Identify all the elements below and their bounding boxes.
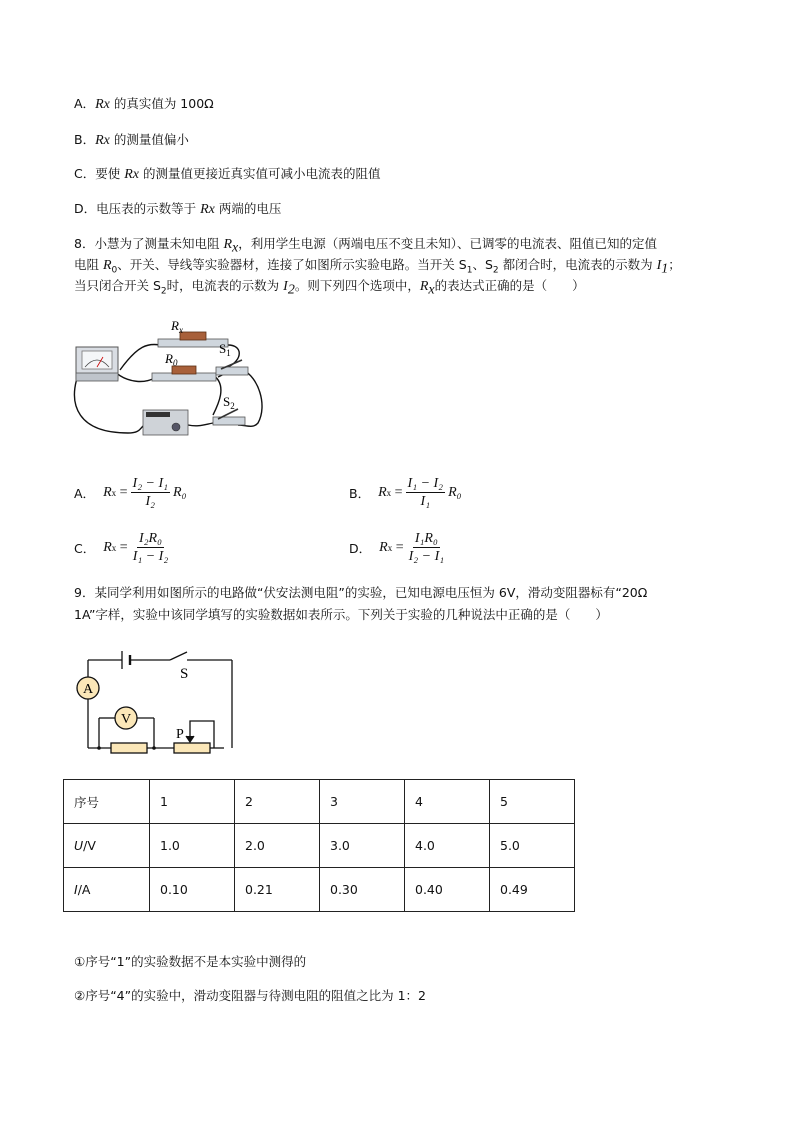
row-header: I/A xyxy=(64,868,150,912)
table-cell: 3 xyxy=(320,780,405,824)
q8-option-b: B． R x = $\frac{\text{I₁ − I₂}}{\text{I₁}}$ R₀ xyxy=(349,476,462,509)
r0-resistor xyxy=(152,366,216,381)
q7-option-a: A．Rx 的真实值为 100Ω xyxy=(74,96,214,112)
table-cell: 2.0 xyxy=(235,824,320,868)
r0-label: $R_0$ xyxy=(165,351,178,368)
table-cell: 0.10 xyxy=(150,868,235,912)
switch-label: S xyxy=(180,666,189,682)
power-supply xyxy=(143,410,188,435)
table-cell: 3.0 xyxy=(320,824,405,868)
table-cell: 0.49 xyxy=(490,868,575,912)
q8-stem-line1: 8．小慧为了测量未知电阻 $R_x$，利用学生电源（两端电压不变且未知）、已调零的电流表、阻值已知的定值 xyxy=(74,236,657,256)
resistor-rx xyxy=(111,743,147,753)
table-cell: 1 xyxy=(150,780,235,824)
q7-option-c: C．要使 Rx 的测量值更接近真实值可减小电流表的阻值 xyxy=(74,166,381,182)
fraction: $\frac{\text{I₁ − I₂}}{\text{I₁}}$ xyxy=(407,476,444,509)
rheostat xyxy=(174,743,210,753)
table-cell: 0.30 xyxy=(320,868,405,912)
s2-switch xyxy=(213,409,245,425)
ammeter-label: A xyxy=(83,682,94,697)
voltmeter-label: V xyxy=(121,712,132,727)
q9-circuit-diagram xyxy=(74,648,244,756)
s1-switch xyxy=(216,360,248,375)
q7-option-d: D．电压表的示数等于 Rx 两端的电压 xyxy=(74,201,282,217)
table-cell: 0.40 xyxy=(405,868,490,912)
row-header: 序号 xyxy=(64,780,150,824)
q9-stem-line2: 1A”字样，实验中该同学填写的实验数据如表所示。下列关于实验的几种说法中正确的是（ ） xyxy=(74,607,608,622)
table-row xyxy=(64,780,575,824)
q8-option-c: C． R x = $\frac{\text{I₂R₀}}{\text{I₁ − I₂}}$ xyxy=(74,531,169,564)
q8-stem-line3: 当只闭合开关 $S_2$时，电流表的示数为 $I_2$。则下列四个选项中，$R_x$的表达式正确的是（ ） xyxy=(74,278,585,298)
table-cell: 2 xyxy=(235,780,320,824)
s1-label: $S_1$ xyxy=(219,341,231,358)
table-cell: 4.0 xyxy=(405,824,490,868)
q9-statement-1: ①序号“1”的实验数据不是本实验中测得的 xyxy=(74,954,307,969)
table-row xyxy=(64,868,575,912)
q8-circuit-diagram xyxy=(68,315,268,440)
table-cell: 4 xyxy=(405,780,490,824)
fraction: $\frac{\text{I₂R₀}}{\text{I₁ − I₂}}$ xyxy=(132,531,169,564)
table-row xyxy=(64,824,575,868)
ammeter-device xyxy=(76,347,118,381)
table-cell: 5.0 xyxy=(490,824,575,868)
fraction: $\frac{\text{I₁R₀}}{\text{I₂ − I₁}}$ xyxy=(408,531,445,564)
q7-option-b: B．Rx 的测量值偏小 xyxy=(74,132,189,148)
q8-option-a: A． R x = $\frac{\text{I₂ − I₁}}{\text{I₂}}$ R₀ xyxy=(74,476,187,509)
fraction: $\frac{\text{I₂ − I₁}}{\text{I₂}}$ xyxy=(132,476,169,509)
row-header: U/V xyxy=(64,824,150,868)
slider-label: P xyxy=(176,727,184,742)
q9-data-table xyxy=(63,779,575,912)
table-cell: 5 xyxy=(490,780,575,824)
rx-resistor xyxy=(158,332,228,347)
switch-blade xyxy=(170,652,187,660)
table-cell: 1.0 xyxy=(150,824,235,868)
rx-label: $R_x$ xyxy=(171,318,183,335)
q8-stem-line2: 电阻 $R_0$、开关、导线等实验器材，连接了如图所示实验电路。当开关 $S_1$、$S_2$ 都闭合时，电流表的示数为 $I_1$； xyxy=(74,257,681,277)
q8-option-d: D． R x = $\frac{\text{I₁R₀}}{\text{I₂ − I₁}}$ xyxy=(349,531,445,564)
q9-statement-2: ②序号“4”的实验中，滑动变阻器与待测电阻的阻值之比为 1：2 xyxy=(74,988,426,1003)
table-cell: 0.21 xyxy=(235,868,320,912)
q9-stem-line1: 9．某同学利用如图所示的电路做“伏安法测电阻”的实验，已知电源电压恒为 6V，滑动变阻器标有“20Ω xyxy=(74,585,648,600)
s2-label: $S_2$ xyxy=(223,394,235,411)
